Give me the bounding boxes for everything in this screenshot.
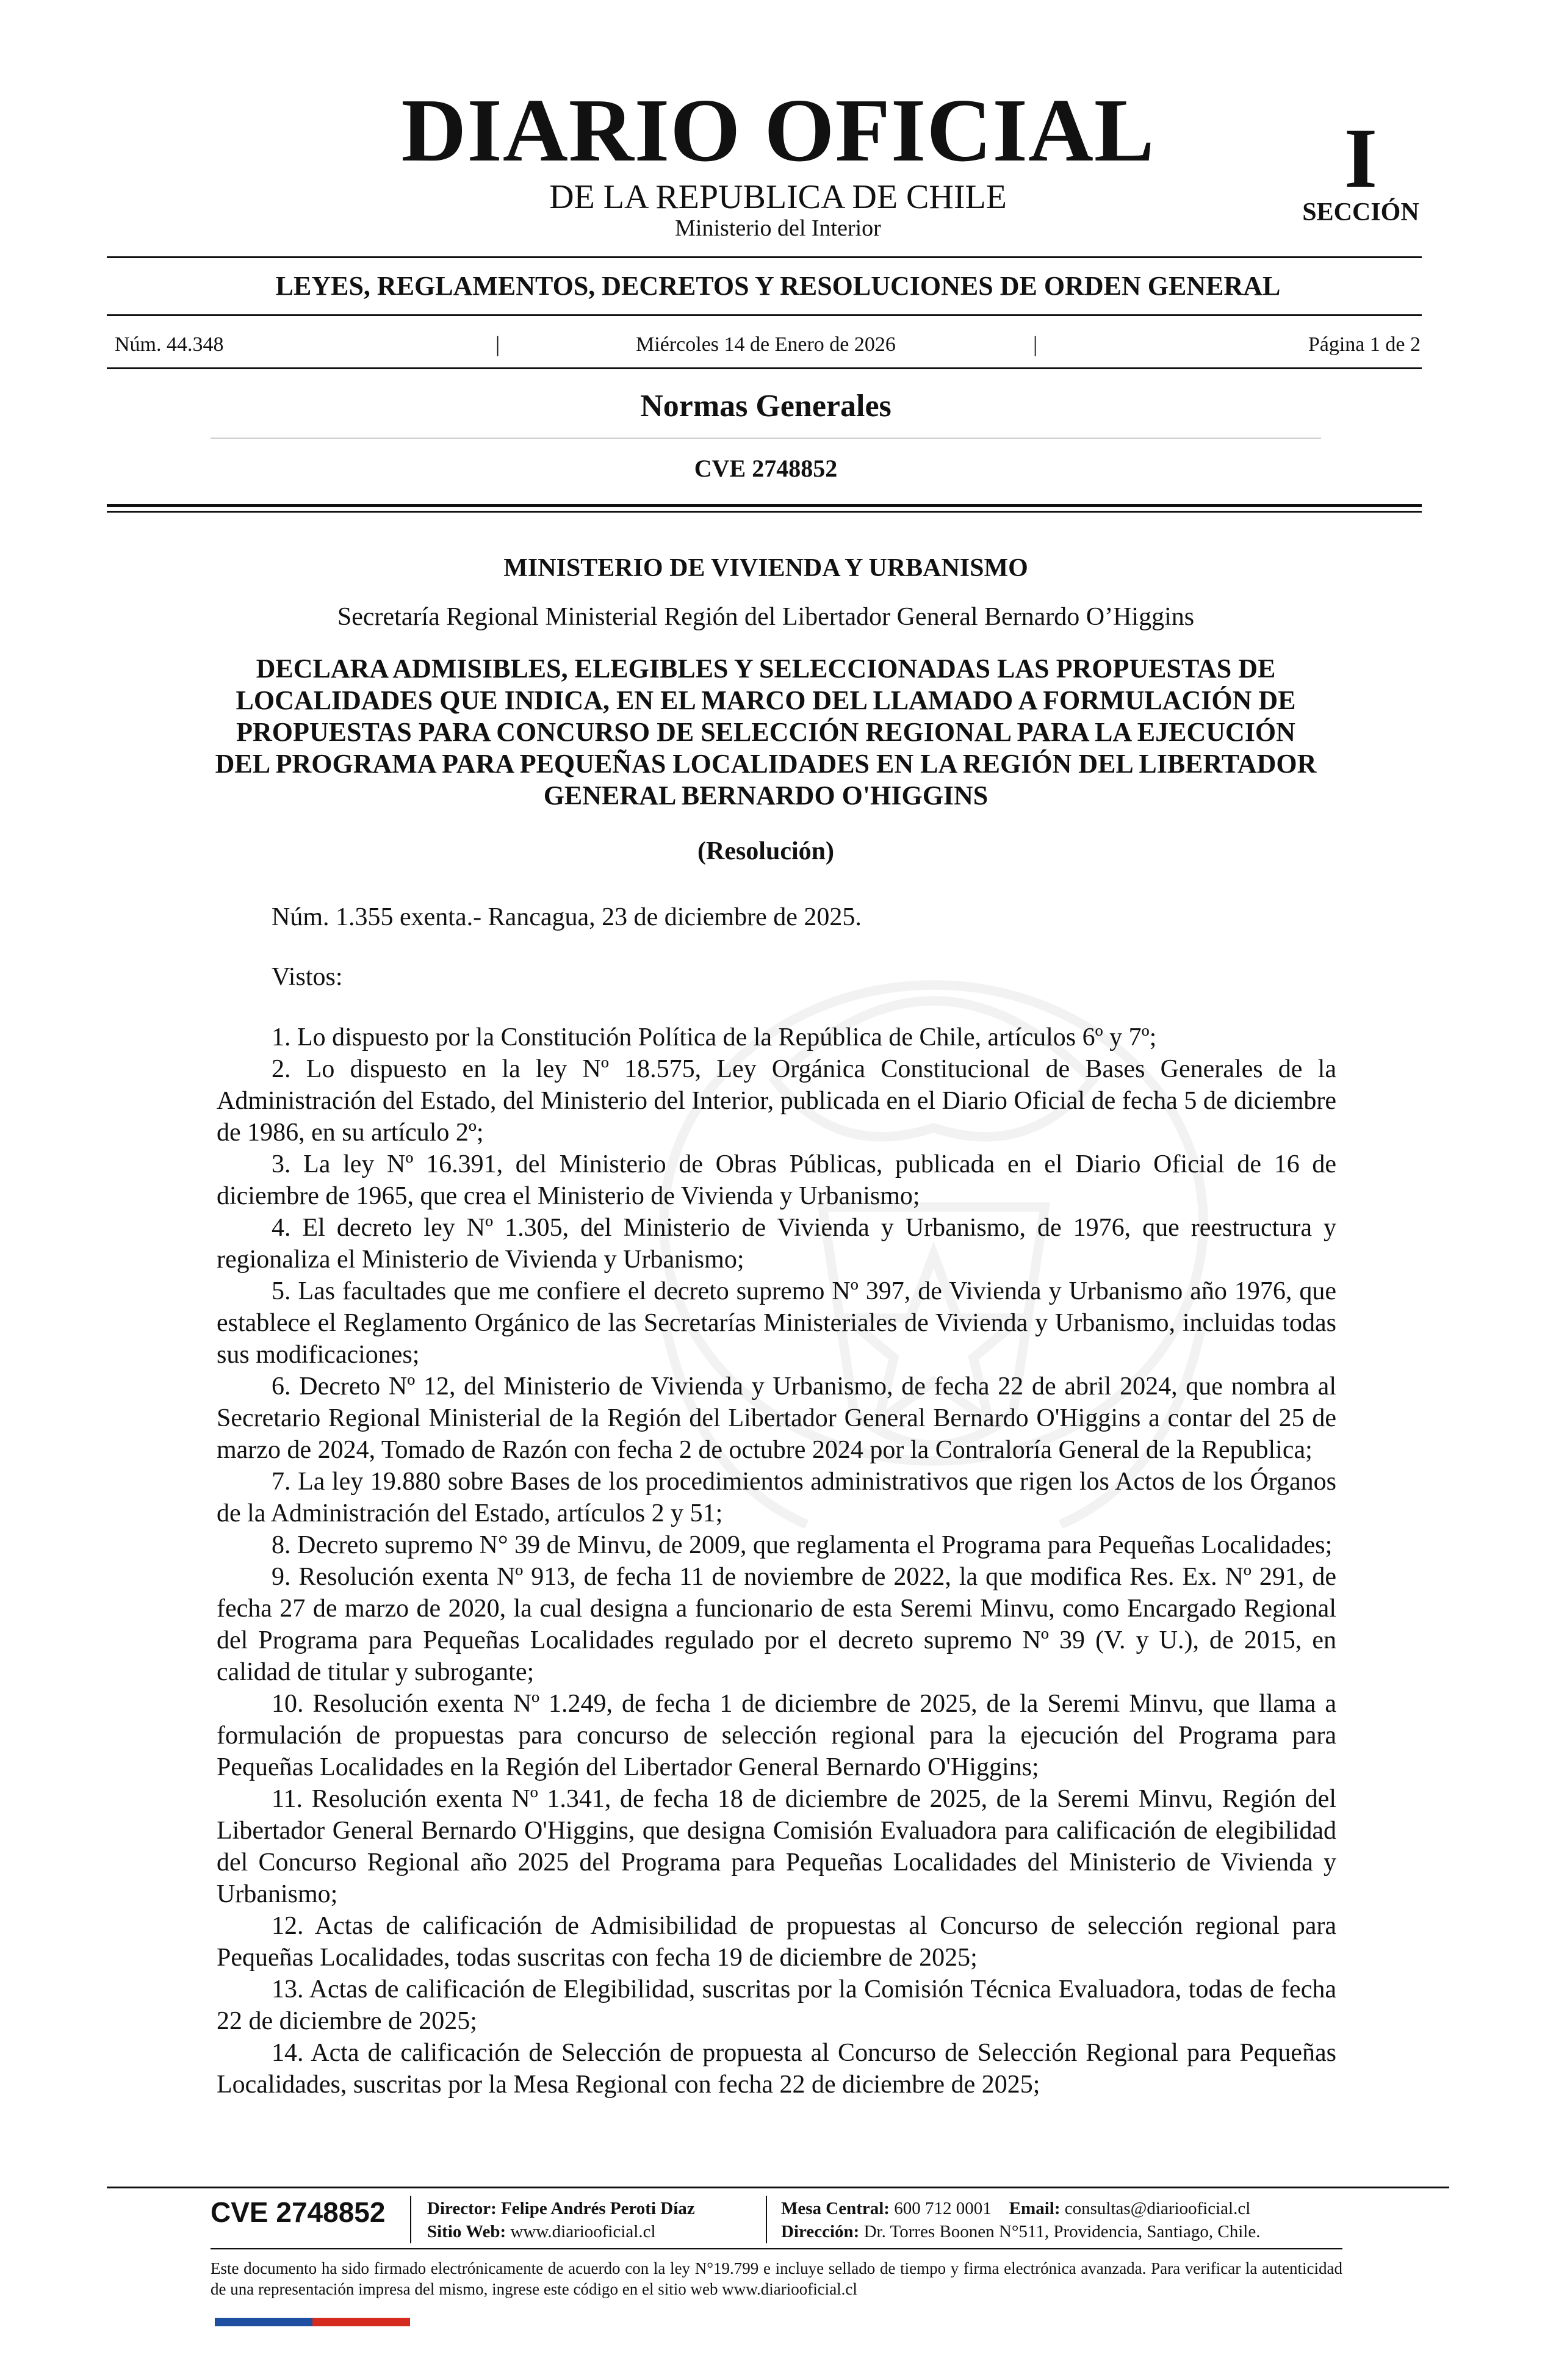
list-item: 7. La ley 19.880 sobre Bases de los procedimientos administrativos que rigen los Actos de los Órganos de la Administración del Estado, artículos 2 y 51; (217, 1468, 1336, 1527)
secretaria-name: Secretaría Regional Ministerial Región del Libertador General Bernardo O’Higgins (337, 603, 1195, 631)
ministry-name: MINISTERIO DE VIVIENDA Y URBANISMO (503, 554, 1028, 582)
section-label: SECCIÓN (1302, 198, 1419, 226)
phone-number: 600 712 0001 (894, 2199, 992, 2218)
section-title: Normas Generales (640, 389, 891, 424)
footer-director-block (427, 2197, 695, 2243)
masthead-ministry: Ministerio del Interior (675, 215, 881, 241)
address-text: Dr. Torres Boonen N°511, Providencia, Santiago, Chile. (863, 2222, 1261, 2241)
address-label: Dirección: (781, 2222, 860, 2241)
publication-headline: LEYES, REGLAMENTOS, DECRETOS Y RESOLUCIONES DE ORDEN GENERAL (275, 271, 1281, 301)
list-item: 11. Resolución exenta Nº 1.341, de fecha 18 de diciembre de 2025, de la Seremi Minvu, Región del Libertador General Bernardo O'Higgins, que designa Comisión Evaluadora para calificación de elegibilidad del Concurso Regional año 2025 del Programa para Pequeñas Localidades del Ministerio de Vivienda y Urbanismo; (217, 1785, 1336, 1908)
cve-rule-top (107, 504, 1422, 507)
director-name: Felipe Andrés Peroti Díaz (501, 2199, 695, 2218)
footer-contact-block (781, 2197, 1260, 2243)
issue-rule (107, 367, 1422, 369)
email-label: Email: (1009, 2199, 1061, 2218)
email-link[interactable]: consultas@diariooficial.cl (1064, 2199, 1251, 2218)
resolution-label: (Resolución) (697, 837, 834, 865)
director-label: Director: (427, 2199, 497, 2218)
list-item: 8. Decreto supremo N° 39 de Minvu, de 2009, que reglamenta el Programa para Pequeñas Localidades; (272, 1531, 1333, 1559)
flag-stripe-red (312, 2318, 410, 2326)
footer-cve-code: CVE 2748852 (211, 2196, 386, 2228)
list-item: 10. Resolución exenta Nº 1.249, de fecha 1 de diciembre de 2025, de la Seremi Minvu, que llama a formulación de propuestas para concurso de selección regional para la ejecución del Programa para Pequeñas Localidades en la Región del Libertador General Bernardo O'Higgins; (217, 1690, 1336, 1781)
issue-separator: | (1033, 332, 1038, 356)
list-item: 9. Resolución exenta Nº 913, de fecha 11 de noviembre de 2022, la que modifica Res. Ex. Nº 291, de fecha 27 de marzo de 2020, la cual designa a funcionario de esta Seremi Minvu, como Encargado Regional del Programa para Pequeñas Localidades regulado por el decreto supremo Nº 39 (V. y U.), de 2015, en calidad de titular y subrogante; (217, 1563, 1336, 1686)
footer-note-rule (211, 2248, 1342, 2249)
list-item: 6. Decreto Nº 12, del Ministerio de Vivienda y Urbanismo, de fecha 22 de abril 2024, que nombra al Secretario Regional Ministerial de la Región del Libertador General Bernardo O'Higgins a contar del 25 de marzo de 2024, Tomado de Razón con fecha 2 de octubre 2024 por la Contraloría General de la Republica; (217, 1372, 1336, 1464)
flag-stripe-blue (215, 2318, 312, 2326)
headline-rule (107, 314, 1422, 316)
issue-page: Página 1 de 2 (1308, 333, 1421, 356)
web-label: Sitio Web: (427, 2222, 506, 2241)
resolution-title: DECLARA ADMISIBLES, ELEGIBLES Y SELECCIONADAS LAS PROPUESTAS DE LOCALIDADES QUE INDICA, EN EL MARCO DEL LLAMADO A FORMULACIÓN DE PROPUESTAS PARA CONCURSO DE SELECCIÓN REGIONAL PARA LA EJECUCIÓN DEL PROGRAMA PARA PEQUEÑAS LOCALIDADES EN LA REGIÓN DEL LIBERTADOR GENERAL BERNARDO O'HIGGINS (215, 654, 1317, 810)
resolution-number: Núm. 1.355 exenta.- Rancagua, 23 de diciembre de 2025. (272, 903, 862, 931)
list-item: 5. Las facultades que me confiere el decreto supremo Nº 397, de Vivienda y Urbanismo año 1976, que establece el Reglamento Orgánico de las Secretarías Ministeriales de Vivienda y Urbanismo, incluidas todas sus modificaciones; (217, 1277, 1336, 1369)
list-item: 1. Lo dispuesto por la Constitución Política de la República de Chile, artículos 6º y 7º; (272, 1023, 1157, 1051)
masthead-rule (107, 256, 1422, 258)
vistos-list (217, 1022, 1336, 2101)
issue-number: Núm. 44.348 (115, 333, 224, 356)
footer-rule (107, 2187, 1449, 2188)
footer-signature-note: Este documento ha sido firmado electrónicamente de acuerdo con la ley N°19.799 e incluye sellado de tiempo y firma electrónica avanzada. Para verificar la autenticidad de una representación impresa del mismo, ingrese este código en el sitio web www.diariooficial.cl (211, 2259, 1342, 2298)
footer-divider (766, 2196, 767, 2243)
section-numeral: I (1344, 111, 1378, 206)
phone-label: Mesa Central: (781, 2199, 890, 2218)
issue-date: Miércoles 14 de Enero de 2026 (636, 333, 896, 356)
list-item: 14. Acta de calificación de Selección de propuesta al Concurso de Selección Regional para Pequeñas Localidades, suscritas por la Mesa Regional con fecha 22 de diciembre de 2025; (217, 2039, 1336, 2099)
cve-code: CVE 2748852 (694, 455, 838, 482)
web-link[interactable]: www.diariooficial.cl (510, 2222, 656, 2241)
list-item: 12. Actas de calificación de Admisibilidad de propuestas al Concurso de selección regional para Pequeñas Localidades, todas suscritas con fecha 19 de diciembre de 2025; (217, 1912, 1336, 1972)
list-item: 13. Actas de calificación de Elegibilidad, suscritas por la Comisión Técnica Evaluadora, todas de fecha 22 de diciembre de 2025; (217, 1975, 1336, 2035)
issue-separator: | (495, 332, 500, 356)
section-divider (211, 438, 1321, 439)
vistos-heading: Vistos: (272, 963, 343, 991)
list-item: 4. El decreto ley Nº 1.305, del Ministerio de Vivienda y Urbanismo, de 1976, que reestructura y regionaliza el Ministerio de Vivienda y Urbanismo; (217, 1214, 1336, 1274)
footer-divider (410, 2196, 411, 2243)
cve-rule-bottom (107, 511, 1422, 513)
list-item: 2. Lo dispuesto en la ley Nº 18.575, Ley Orgánica Constitucional de Bases Generales de la Administración del Estado, del Ministerio del Interior, publicada en el Diario Oficial de fecha 5 de diciembre de 1986, en su artículo 2º; (217, 1055, 1336, 1147)
list-item: 3. La ley Nº 16.391, del Ministerio de Obras Públicas, publicada en el Diario Oficial de 16 de diciembre de 1965, que crea el Ministerio de Vivienda y Urbanismo; (217, 1150, 1336, 1210)
masthead-subtitle: DE LA REPUBLICA DE CHILE (549, 178, 1007, 216)
masthead-title: DIARIO OFICIAL (401, 81, 1155, 181)
